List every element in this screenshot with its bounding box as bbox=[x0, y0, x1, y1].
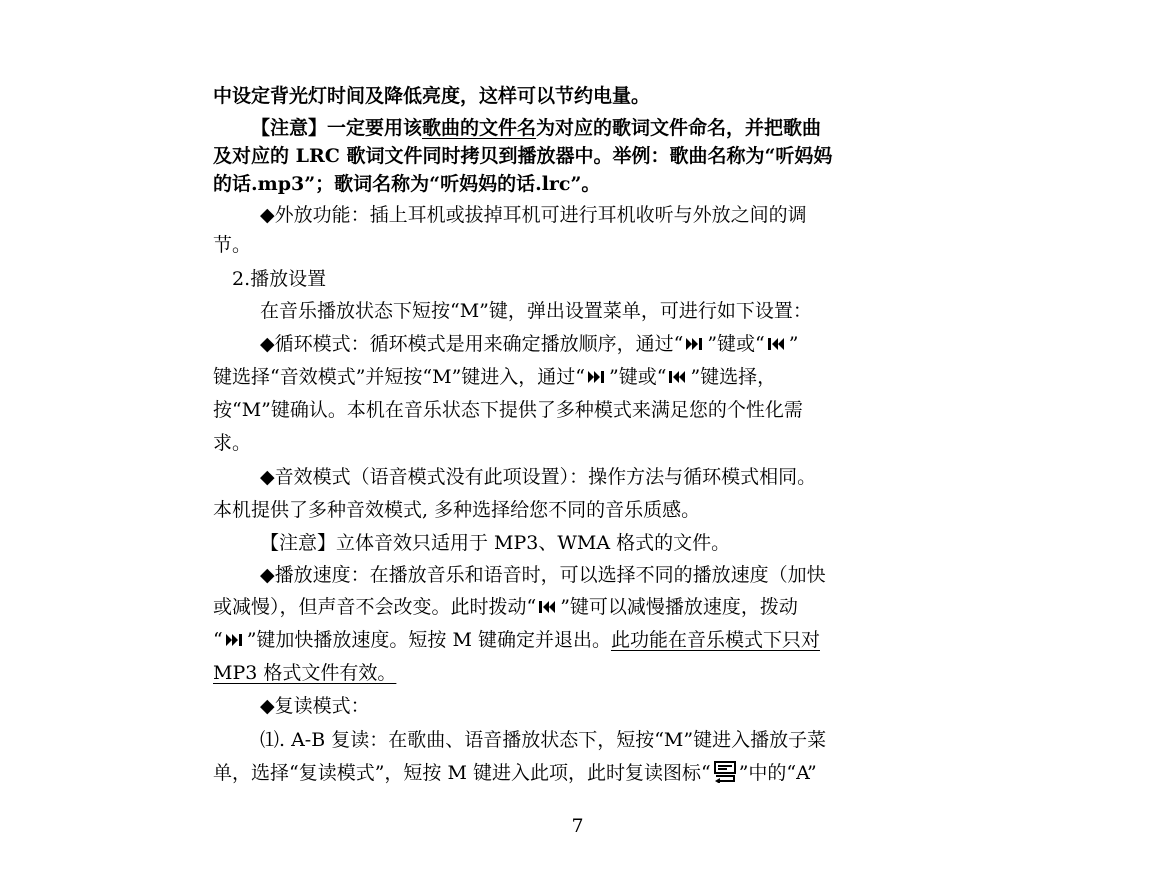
text-span: 单，选择“复读模式”，短按 M 键进入此项，此时复读图标“ bbox=[213, 762, 711, 784]
prev-track-icon bbox=[539, 600, 557, 614]
text-span: ” bbox=[788, 333, 799, 355]
underlined-text: 此功能在音乐模式下只对 bbox=[610, 629, 820, 651]
section-heading: 2.播放设置 bbox=[232, 268, 327, 290]
paragraph-line: 本机提供了多种音效模式, 多种选择给您不同的音乐质感。 bbox=[213, 499, 701, 521]
text-span: 或减慢），但声音不会改变。此时拨动“ bbox=[213, 596, 537, 618]
text-span: 键选择“音效模式”并短按“M”键进入，通过“ bbox=[213, 366, 586, 388]
paragraph-line: ◆播放速度：在播放音乐和语音时，可以选择不同的播放速度（加快 bbox=[260, 564, 826, 586]
repeat-ab-icon bbox=[712, 761, 738, 783]
next-track-icon bbox=[588, 370, 606, 384]
text-span: ”键可以减慢播放速度，拨动 bbox=[560, 596, 798, 618]
paragraph-line bbox=[213, 593, 943, 621]
paragraph-line bbox=[213, 759, 943, 787]
paragraph-line: 在音乐播放状态下短按“M”键，弹出设置菜单，可进行如下设置： bbox=[260, 300, 812, 322]
text-span: ”中的“A” bbox=[738, 762, 817, 784]
text-span: “ bbox=[213, 629, 223, 651]
page-number: 7 bbox=[571, 815, 584, 837]
paragraph-line: ◆外放功能：插上耳机或拔掉耳机可进行耳机收听与外放之间的调 bbox=[260, 204, 807, 226]
paragraph-line: 中设定背光灯时间及降低亮度，这样可以节约电量。 bbox=[213, 85, 651, 107]
text-span: ”键或“ bbox=[609, 366, 667, 388]
underlined-text: 歌曲的文件名 bbox=[422, 117, 537, 139]
paragraph-line: 的话.mp3”；歌词名称为“听妈妈的话.lrc”。 bbox=[213, 173, 601, 195]
prev-track-icon bbox=[669, 370, 687, 384]
paragraph-line bbox=[260, 330, 990, 358]
paragraph-line bbox=[213, 626, 943, 654]
text-span: 【注意】一定要用该 bbox=[251, 117, 423, 139]
paragraph-line: 及对应的 LRC 歌词文件同时拷贝到播放器中。举例：歌曲名称为“听妈妈 bbox=[213, 145, 833, 167]
prev-track-icon bbox=[768, 337, 786, 351]
text-span: ”键或“ bbox=[707, 333, 765, 355]
text-span: ◆循环模式：循环模式是用来确定播放顺序，通过“ bbox=[260, 333, 684, 355]
note-line: 【注意】立体音效只适用于 MP3、WMA 格式的文件。 bbox=[260, 532, 731, 554]
paragraph-line bbox=[213, 363, 943, 391]
text-span: ”键选择， bbox=[690, 366, 777, 388]
text-span: ”键加快播放速度。短按 M 键确定并退出。 bbox=[246, 629, 611, 651]
paragraph-line: 按“M”键确认。本机在音乐状态下提供了多种模式来满足您的个性化需 bbox=[213, 399, 803, 421]
paragraph-line: 求。 bbox=[213, 432, 252, 454]
note-line bbox=[251, 114, 981, 142]
next-track-icon bbox=[686, 337, 704, 351]
paragraph-line: ◆复读模式： bbox=[260, 695, 370, 717]
paragraph-line: ⑴. A-B 复读：在歌曲、语音播放状态下，短按“M”键进入播放子菜 bbox=[260, 729, 827, 751]
paragraph-line: 节。 bbox=[213, 234, 252, 256]
paragraph-line: ◆音效模式（语音模式没有此项设置）：操作方法与循环模式相同。 bbox=[260, 466, 817, 488]
underlined-line: MP3 格式文件有效。 bbox=[213, 662, 397, 684]
next-track-icon bbox=[226, 633, 244, 647]
text-span: 为对应的歌词文件命名，并把歌曲 bbox=[536, 117, 822, 139]
